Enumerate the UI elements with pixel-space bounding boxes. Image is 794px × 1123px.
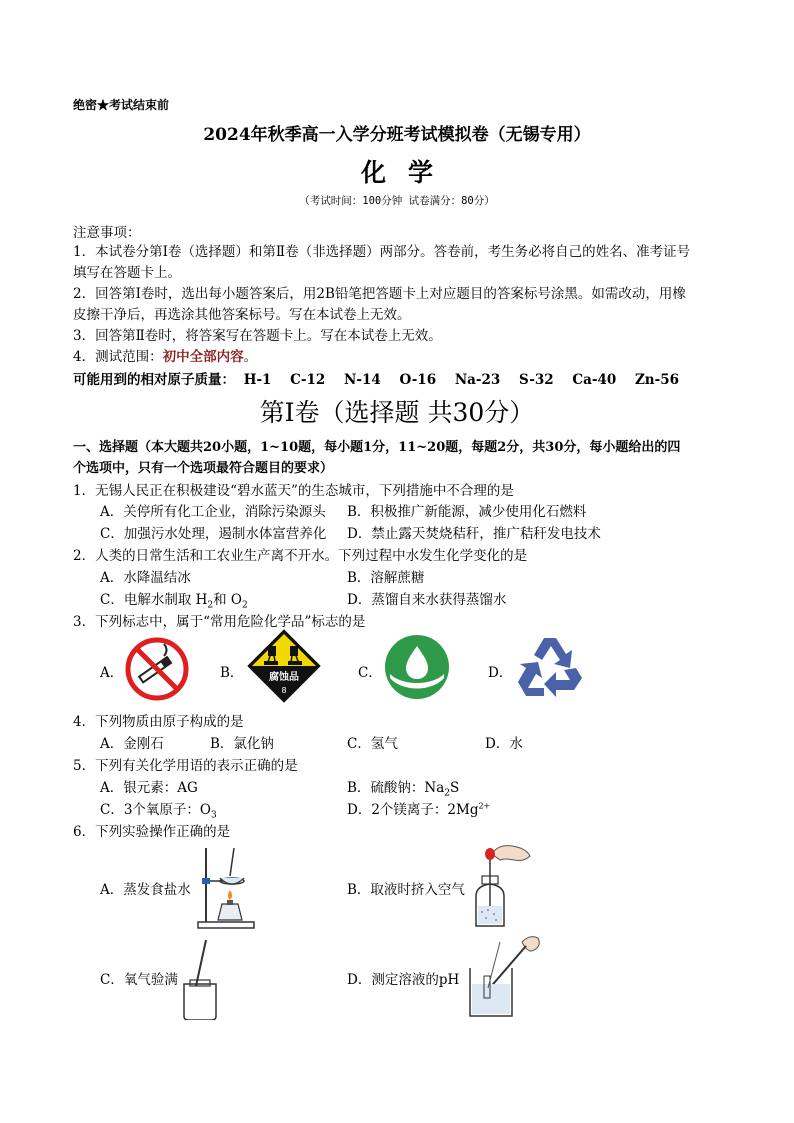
q5-option-c [100,798,217,821]
q3-option-b: B． [220,665,244,681]
subject-title: 化学 [360,158,455,187]
q2-option-b: B．溶解蔗糖 [347,570,425,586]
exam-title: 2024年秋季高一入学分班考试模拟卷（无锡专用） [203,125,591,145]
q5-b-suffix: S [450,780,460,796]
q4-stem: 4．下列物质由原子构成的是 [73,714,244,730]
exam-info: （考试时间：100分钟 试卷满分：80分） [299,195,495,207]
q2-stem: 2．人类的日常生活和工农业生产离不开水。下列过程中水发生化学变化的是 [73,548,528,564]
test-scope: 初中全部内容 [162,349,244,365]
q4-option-c: C．氢气 [347,736,398,752]
q6-option-d: D．测定溶液的pH [347,972,460,988]
q2-c-prefix: C．电解水制取 H [100,592,208,608]
secret-label: 绝密★考试结束前 [73,98,170,112]
q6-option-a: A．蒸发食盐水 [100,882,191,898]
q1-option-a: A．关停所有化工企业，消除污染源头 [100,504,326,520]
q2-c-mid: 和 O [213,592,242,608]
note-2b: 皮擦干净后，再选涂其他答案标号。写在本试卷上无效。 [73,307,411,323]
water-saving-icon [384,634,450,700]
q5-option-d [347,798,490,818]
q6-option-c: C．氧气验满 [100,972,178,988]
section-intro-1: 一、选择题（本大题共20小题，1~10题，每小题1分，11~20题，每题2分，共30分，每小题给出的四 [73,440,681,455]
atomic-item: C-12 [290,372,326,388]
q2-option-d: D．蒸馏自来水获得蒸馏水 [347,592,507,608]
q4-option-a: A．金刚石 [100,736,164,752]
dropper-bottle-icon [468,840,534,930]
q5-option-b [347,776,459,799]
note-4-prefix: 4．测试范围： [73,349,163,365]
atomic-item: Na-23 [454,372,501,388]
q1-option-b: B．积极推广新能源，减少使用化石燃料 [347,504,587,520]
atomic-item: Ca-40 [572,372,617,388]
atomic-item: Zn-56 [634,372,679,388]
notes-heading: 注意事项： [73,225,141,241]
q5-stem: 5．下列有关化学用语的表示正确的是 [73,758,298,774]
q5-c-sub: 3 [211,810,217,821]
q1-stem: 1．无锡人民正在积极建设“碧水蓝天”的生态城市，下列措施中不合理的是 [73,483,514,499]
q3-option-d: D． [488,665,513,681]
q2-c-sub2: 2 [242,600,248,611]
q4-option-b: B．氯化钠 [210,736,274,752]
corrosive-label: 腐蚀品 [269,672,299,683]
note-1b: 填写在答题卡上。 [73,265,181,281]
note-4-suffix: 。 [243,349,258,365]
atomic-item: H-1 [243,372,272,388]
q1-option-d: D．禁止露天焚烧秸秆，推广秸秆发电技术 [347,526,601,542]
q1-option-c: C．加强污水处理，遏制水体富营养化 [100,526,327,542]
q5-option-a: A．银元素：AG [100,780,198,796]
q4-option-d: D．水 [485,736,523,752]
part-1-title: 第Ⅰ卷（选择题 共30分） [259,398,535,427]
note-1a: 1．本试卷分第Ⅰ卷（选择题）和第Ⅱ卷（非选择题）两部分。答卷前，考生务必将自己的姓名、准考证号 [73,244,691,260]
q6-stem: 6．下列实验操作正确的是 [73,824,231,840]
q5-c-prefix: C．3个氧原子：O [100,802,211,818]
note-4 [73,345,257,365]
atomic-masses [73,368,693,388]
q5-b-prefix: B．硫酸钠：Na [347,780,445,796]
q3-option-a: A． [100,665,124,681]
q2-c-sub1: 2 [207,600,214,611]
q5-d-sup: 2+ [478,801,491,811]
section-intro-2: 个选项中，只有一个选项最符合题目的要求） [73,461,334,476]
atomic-item: S-32 [519,372,554,388]
q2-option-c [100,588,248,611]
q3-option-c: C． [358,665,382,681]
q6-option-b: B．取液时挤入空气 [347,882,465,898]
q5-d-prefix: D．2个镁离子：2Mg [347,802,479,818]
q3-stem: 3．下列标志中，属于“常用危险化学品”标志的是 [73,614,366,630]
atomic-item: N-14 [344,372,381,388]
atomic-item: O-16 [399,372,437,388]
ph-test-icon [466,932,546,1022]
q2-option-a: A．水降温结冰 [100,570,191,586]
note-2a: 2．回答第Ⅰ卷时，选出每小题答案后，用2B铅笔把答题卡上对应题目的答案标号涂黑。如需改动，用橡 [73,286,686,302]
oxygen-test-icon [180,938,220,1020]
corrosive-icon [246,628,322,704]
recycle-icon [514,634,586,700]
q5-b-sub: 2 [444,788,451,799]
evaporation-apparatus-icon [192,842,262,930]
no-smoking-icon [124,636,190,702]
note-3: 3．回答第Ⅱ卷时，将答案写在答题卡上。写在本试卷上无效。 [73,328,442,344]
corrosive-class-number: 8 [281,686,287,695]
atomic-label: 可能用到的相对原子质量： [73,372,235,388]
